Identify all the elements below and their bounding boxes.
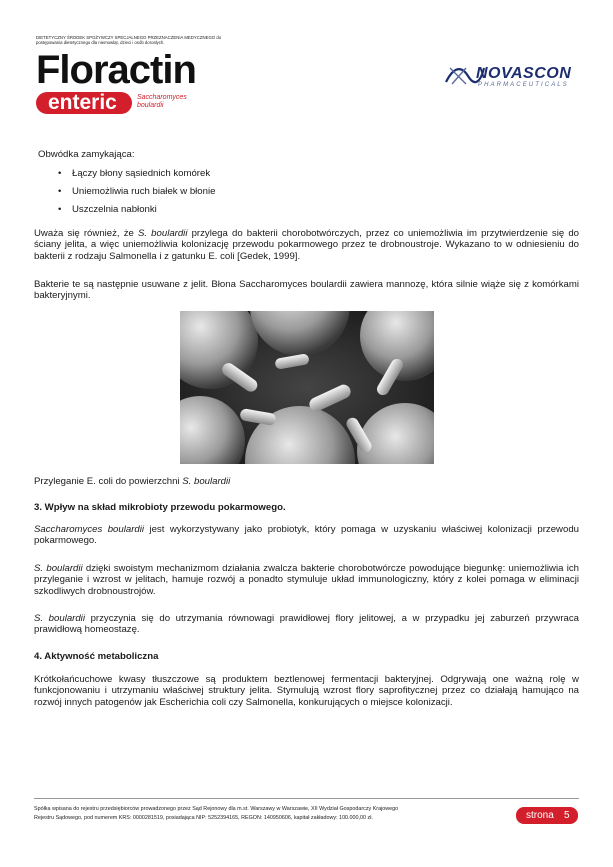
text-run: Uważa się również, że <box>34 228 138 239</box>
text-run-italic: S. boulardii <box>182 476 231 487</box>
micrograph-illustration <box>180 311 434 464</box>
regulatory-note: DIETETYCZNY ŚRODEK SPOŻYWCZY SPECJALNEGO PRZEZNACZENIA MEDYCZNEGO do postępowania dietetycznego dla niemowląt, dzieci i osób dorosłych. <box>36 35 222 46</box>
brand-variant-badge <box>36 92 132 114</box>
text-run-italic: S. boulardii <box>137 228 188 239</box>
text-run: jest wykorzystywany jako probiotyk, który pomaga w uzyskaniu właściwej kolonizacji przewodu pokarmowego. <box>34 524 579 547</box>
paragraph-mechanism <box>34 563 579 597</box>
section-heading-3: 3. Wpływ na skład mikrobioty przewodu pokarmowego. <box>34 502 286 513</box>
text-run-italic: Saccharomyces boulardii <box>34 524 144 535</box>
company-legal-info <box>34 805 474 823</box>
text-run: przyczynia się do utrzymania równowagi prawidłowej flory jelitowej, a w przypadku jej zaburzeń przywraca prawidłową homeostazę. <box>34 613 579 636</box>
list-item: • Uniemożliwia ruch białek w błonie <box>58 186 215 204</box>
page-label: strona <box>526 810 554 821</box>
paragraph-probiotic <box>34 524 579 547</box>
image-caption <box>34 476 230 487</box>
text-run-italic: S. boulardii <box>34 613 85 624</box>
list-item: • Łączy błony sąsiednich komórek <box>58 168 215 186</box>
brand-variant-label: enteric <box>48 91 117 114</box>
legal-line-2: Rejestru Sądowego, pod numerem KRS: 0000281519, posiadająca NIP: 5252394165, REGON: 140950606, kapitał zakładowy: 100.000,00 zł. <box>34 815 373 821</box>
text-run-italic: S. boulardii <box>34 563 83 574</box>
brand-subtitle-line-2: boulardii <box>137 101 164 109</box>
footer-divider <box>34 798 579 799</box>
section-heading-4: 4. Aktywność metaboliczna <box>34 651 159 662</box>
list-item: • Uszczelnia nabłonki <box>58 204 215 222</box>
page-number: 5 <box>564 810 570 821</box>
paragraph-adhesion <box>34 228 579 262</box>
brand-logo: Floractin <box>36 48 196 92</box>
paragraph-removal: Bakterie te są następnie usuwane z jelit. Błona Saccharomyces boulardii zawiera mannozę, która silnie wiąże się z komórkami bakteryjnymi. <box>34 279 579 302</box>
legal-line-1: Spółka wpisana do rejestru przedsiębiorców prowadzonego przez Sąd Rejonowy dla m.st. Warszawy w Warszawie, XII Wydział Gospodarczy Krajowego <box>34 806 399 812</box>
paragraph-homeostasis <box>34 613 579 636</box>
brand-subtitle-line-1: Saccharomyces <box>137 94 187 101</box>
section-lead: Obwódka zamykająca: <box>38 149 135 160</box>
micrograph-image <box>180 311 434 464</box>
page-number-badge <box>516 807 578 824</box>
bullet-list <box>58 168 215 222</box>
text-run: przylega do bakterii chorobotwórczych, przez co uniemożliwia im przytwierdzenie się do ściany jelita, a więc uniemożliwia kolonizację przewodu pokarmowego przez te drobnoustroje. Wykazano to w odniesieniu do bakterii z rodzaju Salmonella i z gatunku E. coli [Gedek, 1999]. <box>34 228 579 262</box>
partner-name: NOVASCON <box>476 65 572 82</box>
text-run: Przyleganie E. coli do powierzchni <box>34 476 183 487</box>
partner-subtitle: PHARMACEUTICALS <box>478 82 569 88</box>
brand-subtitle <box>137 94 187 109</box>
text-run: dzięki swoistym mechanizmom działania zwalcza bakterie chorobotwórcze powodujące biegunkę: uniemożliwia ich przyleganie i wzrost w jelitach, hamuje rozwój a ponadto stymuluje układ immunologiczny, który z kolei pomaga w eliminacji szkodliwych drobnoustrojów. <box>34 563 579 597</box>
paragraph-metabolic: Krótkołańcuchowe kwasy tłuszczowe są produktem beztlenowej fermentacji bakteryjnej. Odgrywają one ważną rolę w funkcjonowaniu i utrzymaniu właściwej struktury jelita. Stymulują wzrost flory saprofitycznej przez co działają hamująco na rozwój innych patogenów jak Escherichia coli czy Salmonella, konkurujących o miejsce kolonizacji. <box>34 674 579 708</box>
